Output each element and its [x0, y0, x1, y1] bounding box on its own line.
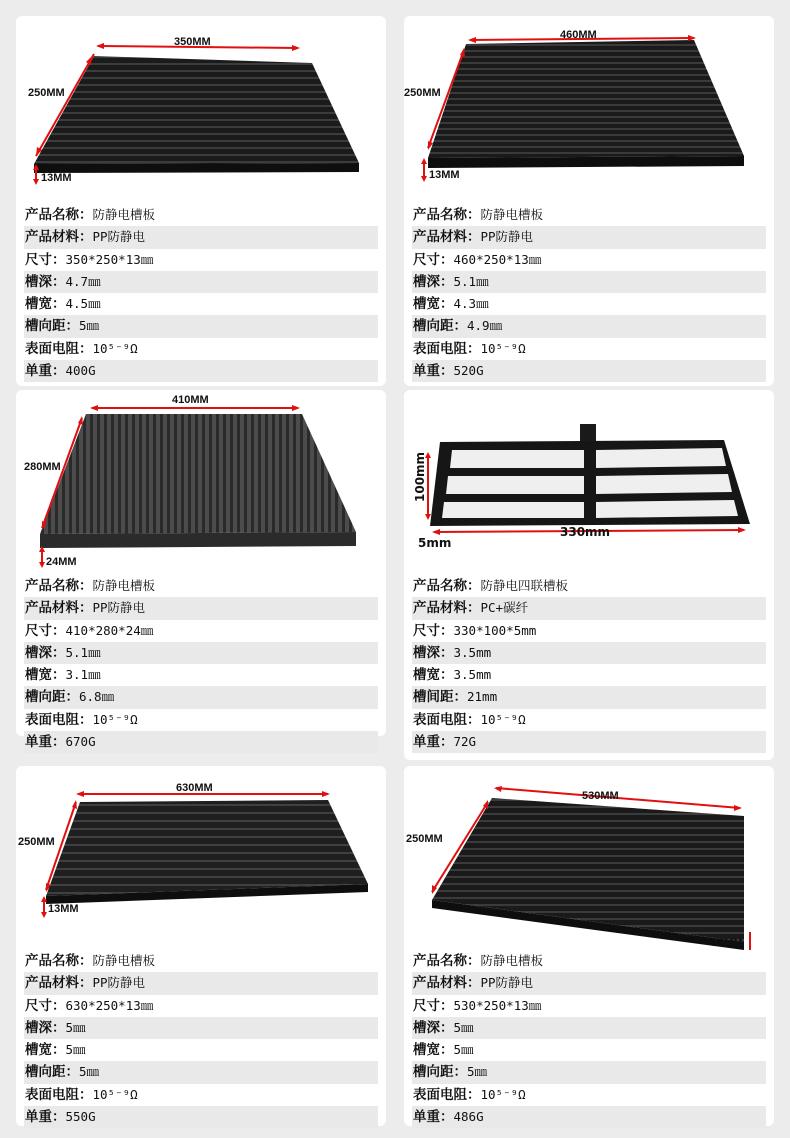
spec-row	[412, 950, 766, 972]
dim-depth-label: 250MM	[28, 87, 65, 99]
spec-label: 表面电阻：	[413, 711, 481, 728]
spec-value: 6.8㎜	[79, 689, 115, 705]
spec-value: 550G	[65, 1109, 96, 1125]
spec-row	[412, 597, 766, 619]
spec-list	[412, 950, 766, 1128]
spec-row	[412, 226, 766, 248]
spec-list	[24, 204, 378, 382]
product-photo	[16, 16, 386, 206]
spec-row	[24, 620, 378, 642]
spec-value: 460*250*13㎜	[453, 251, 542, 267]
spec-row	[412, 1039, 766, 1061]
spec-label: 槽宽：	[25, 1042, 66, 1059]
product-photo	[16, 766, 386, 951]
spec-value: 10⁵⁻⁹Ω	[92, 340, 138, 356]
spec-label: 尺寸：	[413, 997, 454, 1014]
spec-row	[412, 664, 766, 686]
spec-row	[24, 338, 378, 360]
spec-value: 5㎜	[65, 1042, 86, 1058]
spec-label: 产品材料：	[413, 229, 481, 246]
spec-value: 410*280*24㎜	[65, 622, 154, 638]
spec-label: 槽宽：	[413, 667, 454, 684]
spec-row	[412, 1106, 766, 1128]
spec-row	[412, 995, 766, 1017]
spec-row	[24, 731, 378, 753]
spec-label: 槽宽：	[25, 667, 66, 684]
spec-label: 单重：	[413, 363, 454, 380]
spec-value: 5.1㎜	[453, 273, 489, 289]
spec-value: 防静电四联槽板	[480, 578, 569, 593]
product-photo	[404, 16, 774, 206]
spec-row	[412, 642, 766, 664]
spec-row	[24, 249, 378, 271]
spec-value: 72G	[453, 734, 477, 750]
spec-label: 产品材料：	[413, 600, 481, 617]
spec-label: 单重：	[25, 734, 66, 751]
spec-value: 350*250*13㎜	[65, 251, 154, 267]
spec-label: 槽向距：	[413, 318, 467, 335]
dim-height-label: 13MM	[429, 169, 460, 181]
spec-label: 槽宽：	[25, 296, 66, 313]
spec-list	[412, 575, 766, 753]
spec-row	[24, 642, 378, 664]
dim-depth-label: 250MM	[18, 836, 55, 848]
spec-row	[24, 360, 378, 382]
spec-label: 产品名称：	[25, 578, 93, 594]
spec-value: 10⁵⁻⁹Ω	[92, 711, 138, 727]
spec-value: PP防静电	[480, 975, 534, 991]
spec-label: 单重：	[25, 363, 66, 380]
product-photo	[16, 390, 386, 575]
spec-label: 表面电阻：	[25, 711, 93, 728]
spec-value: 5㎜	[79, 318, 100, 334]
spec-value: 10⁵⁻⁹Ω	[480, 1086, 526, 1102]
spec-row	[24, 995, 378, 1017]
spec-value: PC+碳纤	[480, 600, 529, 616]
spec-value: 4.5㎜	[65, 296, 101, 312]
spec-value: 3.1㎜	[65, 667, 101, 683]
spec-label: 产品材料：	[413, 975, 481, 992]
product-card-6	[404, 766, 774, 1126]
spec-value: 530*250*13㎜	[453, 997, 542, 1013]
dim-depth-label: 280MM	[24, 461, 61, 473]
spec-label: 槽深：	[413, 644, 454, 661]
slot-board	[428, 40, 744, 158]
dim-width-label: 350MM	[174, 36, 211, 48]
spec-row	[24, 1039, 378, 1061]
spec-label: 产品名称：	[413, 953, 481, 969]
spec-list	[24, 575, 378, 753]
product-card-1	[16, 16, 386, 386]
spec-row	[24, 1106, 378, 1128]
spec-label: 槽深：	[413, 1019, 454, 1036]
spec-row	[24, 271, 378, 293]
spec-row	[412, 271, 766, 293]
dim-width-label: 630MM	[176, 782, 213, 794]
spec-row	[412, 1084, 766, 1106]
spec-list	[412, 204, 766, 382]
spec-label: 尺寸：	[25, 251, 66, 268]
spec-row	[412, 731, 766, 753]
product-photo	[404, 766, 774, 951]
spec-row	[412, 204, 766, 226]
spec-value: 330*100*5mm	[453, 622, 537, 638]
spec-value: 670G	[65, 734, 96, 750]
spec-row	[24, 950, 378, 972]
spec-row	[24, 575, 378, 597]
spec-label: 产品材料：	[25, 600, 93, 617]
spec-row	[412, 1017, 766, 1039]
dim-height-label: 13MM	[712, 937, 743, 949]
spec-row	[412, 293, 766, 315]
slot-board	[40, 414, 356, 534]
spec-row	[24, 709, 378, 731]
product-card-5	[16, 766, 386, 1126]
dim-depth-label: 250MM	[404, 87, 441, 99]
spec-row	[412, 620, 766, 642]
spec-label: 槽间距：	[413, 689, 467, 706]
spec-row	[412, 709, 766, 731]
spec-row	[24, 1084, 378, 1106]
dim-height-label: 24MM	[46, 556, 77, 568]
spec-value: 防静电槽板	[92, 207, 156, 222]
spec-label: 槽宽：	[413, 1042, 454, 1059]
spec-value: PP防静电	[92, 975, 146, 991]
spec-label: 单重：	[413, 734, 454, 751]
spec-label: 表面电阻：	[413, 340, 481, 357]
spec-value: 630*250*13㎜	[65, 997, 154, 1013]
spec-value: 5㎜	[79, 1064, 100, 1080]
dim-depth-label: 250MM	[406, 833, 443, 845]
spec-label: 槽宽：	[413, 296, 454, 313]
product-card-3	[16, 390, 386, 751]
spec-row	[412, 575, 766, 597]
dim-width-label: 410MM	[172, 394, 209, 406]
spec-row	[412, 360, 766, 382]
spec-row	[412, 249, 766, 271]
spec-value: PP防静电	[92, 600, 146, 616]
spec-value: 400G	[65, 363, 96, 379]
spec-label: 槽向距：	[25, 1064, 79, 1081]
spec-label: 单重：	[25, 1109, 66, 1126]
spec-label: 尺寸：	[413, 622, 454, 639]
spec-label: 槽向距：	[25, 318, 79, 335]
spec-label: 槽深：	[413, 273, 454, 290]
spec-label: 槽向距：	[25, 689, 79, 706]
spec-label: 产品名称：	[25, 953, 93, 969]
spec-label: 产品名称：	[413, 578, 481, 594]
spec-row	[412, 338, 766, 360]
spec-row	[24, 315, 378, 337]
dim-width-label: 530MM	[582, 790, 619, 802]
spec-value: 10⁵⁻⁹Ω	[480, 711, 526, 727]
spec-label: 产品名称：	[413, 207, 481, 223]
product-photo	[404, 390, 774, 570]
spec-value: 5㎜	[453, 1019, 474, 1035]
spec-label: 产品名称：	[25, 207, 93, 223]
spec-row	[24, 1061, 378, 1083]
spec-row	[412, 315, 766, 337]
spec-value: 5㎜	[65, 1019, 86, 1035]
spec-label: 表面电阻：	[25, 1086, 93, 1103]
spec-value: 防静电槽板	[92, 953, 156, 968]
spec-value: 4.7㎜	[65, 273, 101, 289]
spec-value: 5㎜	[467, 1064, 488, 1080]
spec-label: 尺寸：	[25, 622, 66, 639]
spec-row	[24, 686, 378, 708]
spec-value: 3.5mm	[453, 667, 492, 683]
spec-label: 槽深：	[25, 273, 66, 290]
dim-height-label: 13MM	[48, 903, 79, 915]
dim-depth-label: 100mm	[413, 451, 427, 502]
spec-row	[24, 1017, 378, 1039]
spec-label: 单重：	[413, 1109, 454, 1126]
slot-board	[432, 798, 744, 942]
dim-width-label: 460MM	[560, 29, 597, 41]
spec-row	[24, 597, 378, 619]
spec-label: 产品材料：	[25, 975, 93, 992]
spec-label: 尺寸：	[413, 251, 454, 268]
spec-value: PP防静电	[92, 229, 146, 245]
spec-value: 防静电槽板	[480, 953, 544, 968]
dim-height-label: 13MM	[41, 172, 72, 184]
spec-row	[412, 1061, 766, 1083]
product-card-2	[404, 16, 774, 386]
spec-value: 3.5mm	[453, 644, 492, 660]
dim-width-label: 330mm	[560, 525, 611, 539]
spec-value: 520G	[453, 363, 484, 379]
spec-list	[24, 950, 378, 1128]
spec-value: 4.9㎜	[467, 318, 503, 334]
spec-value: 21mm	[467, 689, 498, 705]
spec-value: 防静电槽板	[92, 578, 156, 593]
spec-value: 10⁵⁻⁹Ω	[92, 1086, 138, 1102]
spec-row	[412, 686, 766, 708]
spec-row	[24, 226, 378, 248]
spec-row	[24, 293, 378, 315]
product-card-4	[404, 390, 774, 760]
spec-label: 槽深：	[25, 644, 66, 661]
spec-value: 5㎜	[453, 1042, 474, 1058]
dim-height-label: 5mm	[418, 536, 452, 550]
spec-label: 槽深：	[25, 1019, 66, 1036]
spec-value: 486G	[453, 1109, 484, 1125]
spec-label: 尺寸：	[25, 997, 66, 1014]
spec-row	[24, 664, 378, 686]
spec-label: 表面电阻：	[25, 340, 93, 357]
spec-row	[24, 204, 378, 226]
spec-row	[412, 972, 766, 994]
spec-label: 产品材料：	[25, 229, 93, 246]
spec-value: 10⁵⁻⁹Ω	[480, 340, 526, 356]
spec-value: PP防静电	[480, 229, 534, 245]
spec-row	[24, 972, 378, 994]
spec-value: 5.1㎜	[65, 644, 101, 660]
slot-board	[46, 800, 368, 896]
spec-value: 防静电槽板	[480, 207, 544, 222]
spec-value: 4.3㎜	[453, 296, 489, 312]
spec-label: 表面电阻：	[413, 1086, 481, 1103]
spec-label: 槽向距：	[413, 1064, 467, 1081]
